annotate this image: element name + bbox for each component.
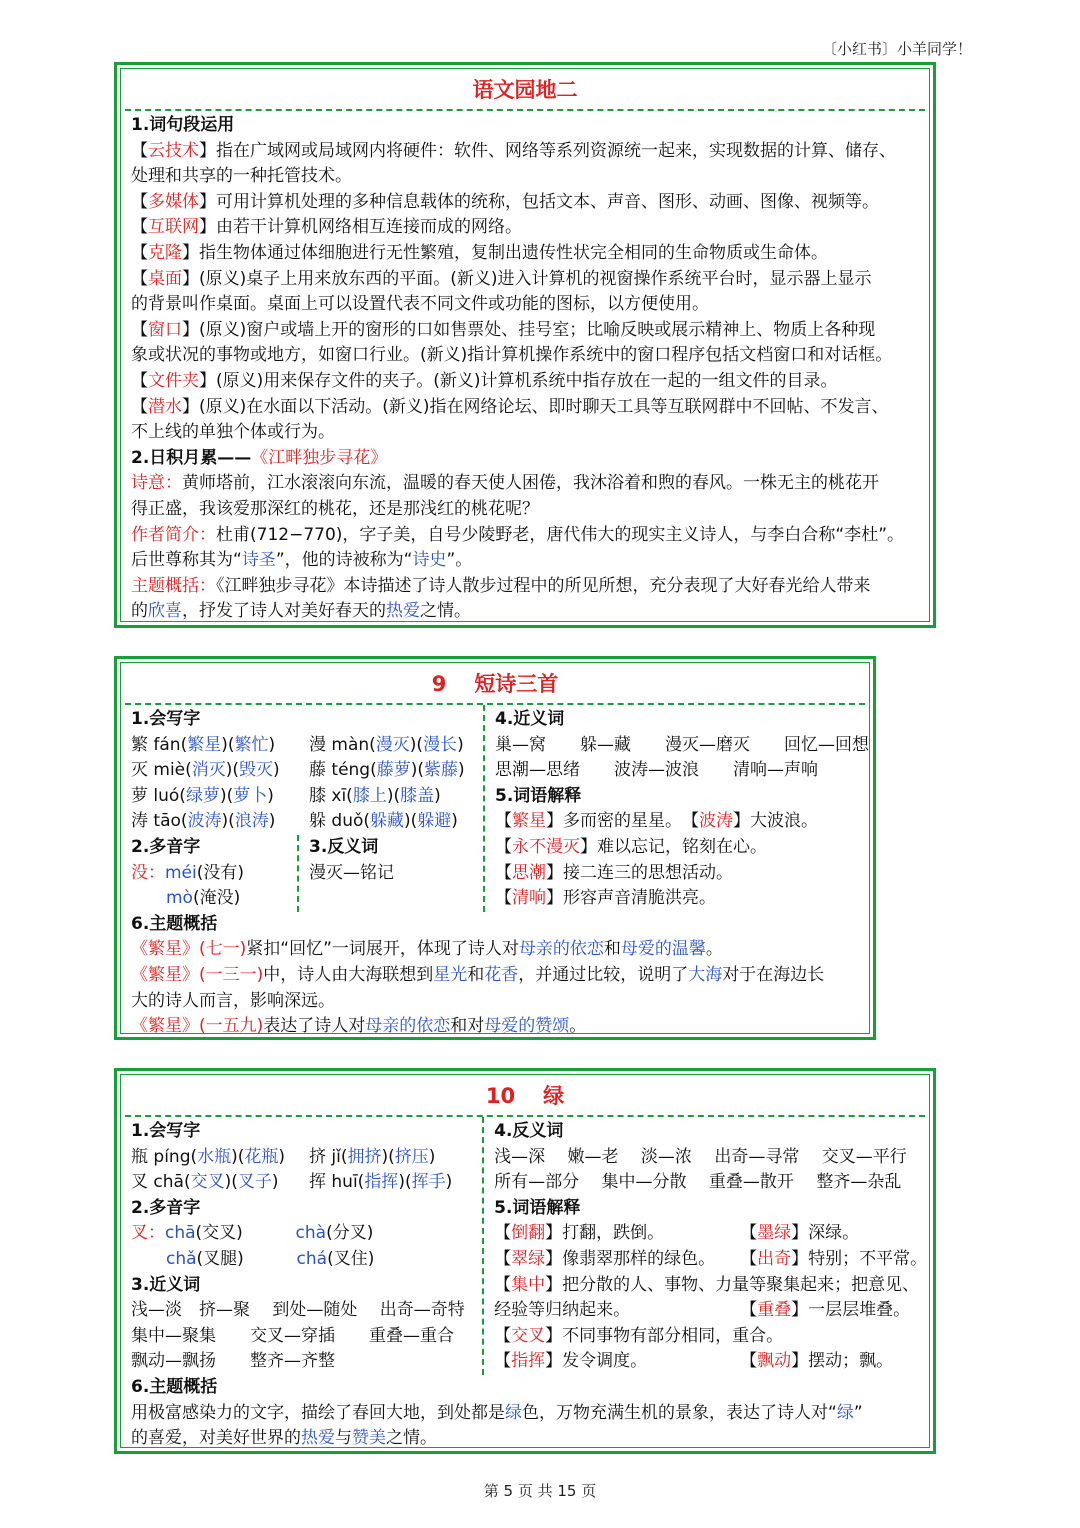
- char-pinyin: ): [457, 734, 464, 755]
- section-yuwen-yuandi: [114, 62, 936, 628]
- text: 的喜爱，对美好世界的: [131, 1428, 301, 1449]
- word: 挥手: [411, 1172, 446, 1193]
- vocab-line: [131, 164, 921, 190]
- vocab-text: 【: [131, 268, 148, 289]
- vocab-term: 云技术: [148, 140, 199, 161]
- subheading: 3.反义词: [309, 836, 379, 857]
- word: (分叉): [326, 1223, 374, 1244]
- word: 繁星: [187, 734, 222, 755]
- term: 思潮: [512, 862, 546, 883]
- word: 膝上: [352, 785, 387, 806]
- text: 之情。: [420, 601, 471, 622]
- antonym: 漫灭—铭记: [309, 862, 394, 883]
- pinyin: mò: [166, 888, 193, 909]
- char-pinyin: )(: [409, 734, 424, 755]
- word: 漫灭: [375, 734, 410, 755]
- keyword: 大海: [688, 964, 723, 985]
- vocab-line: [131, 369, 921, 395]
- vocab-text: 】(原义)桌子上用来放东西的平面。(新义)进入计算机的视窗操作系统平台时，显示器上显示: [182, 268, 872, 289]
- char-pinyin: 挤 jǐ(: [309, 1146, 348, 1167]
- text: ”: [853, 1402, 863, 1423]
- section-title: 语文园地二: [125, 69, 925, 111]
- word: 萝卜: [233, 785, 268, 806]
- word: (交叉): [195, 1223, 243, 1244]
- char-pinyin: )(: [410, 760, 424, 781]
- keyword: 花香: [484, 964, 519, 985]
- word: 藤萝: [376, 760, 411, 781]
- poem-title: 《江畔独步寻花》: [251, 447, 388, 468]
- subheading: 2.日积月累——: [131, 447, 252, 468]
- term: 重叠: [757, 1300, 792, 1321]
- word: 挤压: [394, 1146, 429, 1167]
- vocab-line: [131, 318, 921, 344]
- vocab-text: 【: [131, 140, 148, 161]
- vocab-text: 】(原义)窗户或墙上开的窗形的口如售票处、挂号室；比喻反映或展示精神上、物质上各种现: [182, 319, 876, 340]
- antonyms: 所有—部分 集中—分散 重叠—散开 整齐—杂乱: [494, 1172, 902, 1193]
- term: 清响: [512, 888, 546, 909]
- vocab-text: 】指在广域网或局域网内将硬件：软件、网络等系列资源统一起来，实现数据的计算、储存、: [199, 140, 896, 161]
- term: 飘动: [757, 1351, 792, 1372]
- char-pinyin: ): [278, 1146, 286, 1167]
- term: 集中: [511, 1274, 546, 1295]
- word: (叉住): [327, 1248, 375, 1269]
- section-title: 短诗三首: [474, 672, 559, 696]
- vocab-line: [131, 139, 921, 165]
- word: 毁灭: [239, 760, 274, 781]
- char-row: [131, 758, 483, 784]
- char-row: [131, 733, 483, 759]
- synonyms: 浅—淡 挤—聚 到处—随处 出奇—奇特: [131, 1300, 465, 1321]
- subheading: 2.多音字: [131, 1197, 201, 1218]
- vocab-term: 潜水: [148, 396, 182, 417]
- char-pinyin: 膝 xī(: [309, 785, 353, 806]
- definition: 】形容声音清脆洪亮。: [546, 888, 716, 909]
- char-pinyin: 漫 màn(: [309, 734, 376, 755]
- char-pinyin: ): [445, 1172, 453, 1193]
- text: 紧扣“回忆”一词展开，体现了诗人对: [246, 939, 519, 960]
- vocab-text: 】(原义)用来保存文件的夹子。(新义)计算机系统中指存放在一起的一组文件的目录。: [199, 370, 838, 391]
- subheading: 4.近义词: [495, 709, 565, 729]
- subheading: 5.词语解释: [494, 1197, 581, 1218]
- vocab-line: [131, 190, 921, 216]
- keyword: 母亲的依恋: [365, 1016, 451, 1037]
- vocab-line: [131, 241, 921, 267]
- section-title: 绿: [543, 1084, 565, 1108]
- keyword: 诗史: [412, 550, 447, 571]
- subheading: 5.词语解释: [495, 785, 582, 806]
- keyword: 母爱的赞颂: [484, 1016, 570, 1037]
- word: 紫藤: [424, 760, 458, 781]
- text: 用极富感染力的文字，描绘了春回大地，到处都是: [131, 1402, 505, 1423]
- char-pinyin: ): [428, 1146, 436, 1167]
- subheading: 2.多音字: [131, 836, 201, 857]
- pinyin: chà: [295, 1223, 327, 1244]
- definition: 】摆动；飘。: [791, 1351, 894, 1372]
- label: 诗意：: [131, 473, 182, 494]
- vocab-text: 】由若干计算机网络相互连接而成的网络。: [199, 217, 522, 238]
- term: 出奇: [757, 1248, 792, 1269]
- char-pinyin: ): [451, 811, 458, 832]
- definition: 】大波浪。: [733, 811, 818, 832]
- vocab-term: 多媒体: [148, 191, 199, 212]
- text: ，抒发了诗人对美好春天的: [182, 601, 386, 622]
- vocab-line: [131, 420, 921, 446]
- word: 指挥: [364, 1172, 399, 1193]
- term: 翠绿: [511, 1248, 546, 1269]
- word: 浪涛: [234, 811, 269, 832]
- word: 躲避: [417, 811, 452, 832]
- subheading: 1.词句段运用: [131, 115, 235, 135]
- char-pinyin: )(: [225, 760, 240, 781]
- synonyms: 集中—聚集 交叉—穿插 重叠—重合: [131, 1325, 454, 1346]
- char-pinyin: )(: [221, 811, 235, 832]
- vocab-text: 】可用计算机处理的多种信息载体的统称，包括文本、声音、图形、动画、图像、视频等。: [199, 191, 879, 212]
- term: 倒翻: [511, 1223, 546, 1244]
- text: 杜甫(712−770)，字子美，自号少陵野老，唐代伟大的现实主义诗人，与李白合称“李杜”。: [216, 524, 905, 545]
- word: 繁忙: [234, 734, 269, 755]
- vocab-text: 处理和共享的一种托管技术。: [131, 166, 352, 187]
- vocab-text: 不上线的单独个体或行为。: [131, 422, 335, 443]
- poem-ref: 《繁星》(七一): [131, 939, 247, 960]
- synonyms: 飘动—飘扬 整齐—齐整: [131, 1351, 335, 1372]
- definition: 】发令调度。: [545, 1351, 648, 1372]
- term: 交叉: [511, 1325, 546, 1346]
- definition: 】接二连三的思想活动。: [546, 862, 733, 883]
- definition: 】一层层堆叠。: [791, 1300, 911, 1321]
- definition: 】不同事物有部分相同，重合。: [545, 1325, 784, 1346]
- keyword: 赞美: [352, 1428, 386, 1449]
- text: 中，诗人由大海联想到: [263, 964, 434, 985]
- char-row: [131, 809, 483, 835]
- text: 黄师塔前，江水滚滚向东流，温暖的春天使人困倦，我沐浴着和煦的春风。一株无主的桃花开: [182, 473, 879, 494]
- keyword: 母亲的依恋: [518, 939, 604, 960]
- text: 。: [705, 939, 723, 960]
- lesson-number: 10: [485, 1084, 516, 1108]
- vocab-text: 【: [131, 217, 148, 238]
- char-pinyin: 瓶 píng(: [131, 1146, 198, 1167]
- text: 后世尊称其为“: [131, 550, 242, 571]
- char-pinyin: 灭 miè(: [131, 760, 192, 781]
- keyword: 绿: [836, 1402, 854, 1423]
- keyword: 星光: [433, 964, 468, 985]
- vocab-line: [131, 395, 921, 421]
- text: 色，万物充满生机的景象，表达了诗人对“: [522, 1402, 837, 1423]
- label: 主题概括：: [131, 575, 216, 596]
- char-pinyin: )(: [221, 734, 235, 755]
- pinyin: chā: [165, 1223, 196, 1244]
- page-footer: 第 5 页 共 15 页: [483, 1482, 597, 1500]
- char-row: [131, 1170, 482, 1196]
- text: 大的诗人而言，影响深远。: [131, 990, 335, 1011]
- poem-ref: 《繁星》(一五九): [131, 1016, 264, 1037]
- text: 之情。: [386, 1428, 437, 1449]
- definition: 】多而密的星星。: [546, 811, 674, 832]
- section-lv: 10 绿 1.会写字 瓶 píng(水瓶)(花瓶) 挤 jǐ(拥挤)(挤压) 叉 chā(交叉)(叉子) 挥 huī(指挥)(挥手) 2.多音字 叉：chā(交叉) chà(分叉) chǎ(叉腿) chá(叉住) 3.近义词 浅—淡 挤—聚 到处—随处 出奇—奇特 集中—聚集 交叉—穿插 重叠—重合 飘动—飘扬 整齐—齐整 4.反义词 浅—深 嫩—老 淡—浓 出奇—寻常 交叉—平行 所有—部分 集中—分散 重叠—散开 整齐—杂乱 5.词语解释 【倒翻】打翻，跌倒。 【墨绿】深绿。 【翠绿】像翡翠那样的绿色。 【出奇】特别；不平常。 【集中】把分散的人、事物、力量等聚集起来；把意见、 经验等归纳起来。 【重叠】一层层堆叠。 【交叉】不同事物有部分相同，重合。 【指挥】发令调度。 【飘动】摆动；飘。 6.主题概括 用极富感染力的文字，描绘了春回大地，到处都是绿色，万物充满生机的景象，表达了诗人对“绿” 的喜爱，对美好世界的热爱与赞美之情。: [114, 1068, 936, 1454]
- text: 得正盛，我该爱那深红的桃花，还是那浅红的桃花呢？: [131, 498, 539, 519]
- word: 消灭: [191, 760, 226, 781]
- keyword: 绿: [505, 1402, 522, 1423]
- lesson-number: 9: [431, 672, 447, 696]
- char-pinyin: 繁 fán(: [131, 734, 188, 755]
- text: 对于在海边长: [722, 964, 825, 985]
- vocab-term: 桌面: [148, 268, 182, 289]
- word: 花瓶: [244, 1146, 279, 1167]
- char-pinyin: 躲 duǒ(: [309, 811, 371, 832]
- vocab-line: [131, 292, 921, 318]
- poem-ref: 《繁星》(一三一): [131, 964, 264, 985]
- definition: 】打翻，跌倒。: [545, 1223, 665, 1244]
- term: 墨绿: [757, 1223, 792, 1244]
- vocab-text: 【: [131, 319, 148, 340]
- char-pinyin: 挥 huī(: [309, 1172, 365, 1193]
- vocab-text: 】(原义)在水面以下活动。(新义)指在网络论坛、即时聊天工具等互联网群中不回帖、不发言、: [182, 396, 889, 417]
- pinyin: chǎ: [166, 1248, 197, 1269]
- char-pinyin: )(: [386, 785, 401, 806]
- poly-char: 叉：: [131, 1223, 165, 1244]
- vocab-term: 窗口: [148, 319, 182, 340]
- definition: 】难以忘记，铭刻在心。: [580, 836, 767, 857]
- vocab-text: 【: [131, 370, 148, 391]
- vocab-term: 文件夹: [148, 370, 199, 391]
- word: 膝盖: [400, 785, 435, 806]
- word: (叉腿): [196, 1248, 244, 1269]
- poly-char: 没：: [131, 862, 165, 883]
- text: ”，他的诗被称为“: [275, 550, 413, 571]
- subheading: 6.主题概括: [131, 913, 218, 934]
- char-pinyin: )(: [224, 1172, 238, 1193]
- section-duanshi-sanshou: 9 短诗三首 1.会写字 繁 fán(繁星)(繁忙) 漫 màn(漫灭)(漫长) 灭 miè(消灭)(毁灭) 藤 téng(藤萝)(紫藤) 萝 luó(绿萝)(萝卜) 膝 xī(膝上)(膝盖) 涛 tāo(波涛)(浪涛) 躲 duǒ(躲藏)(躲避) 2.多音字 没：méi(没有) mò(淹没) 3.反义词 漫灭—铭记 4.近义词 巢—窝 躲—藏 漫灭—磨灭 回忆—回想 思潮—思绪 波涛—波浪 清响—声响 5.词语解释 【繁星】多而密的星星。 【波涛】大波浪。 【永不漫灭】难以忘记，铭刻在心。 【思潮】接二连三的思想活动。 【清响】形容声音清脆洪亮。 6.主题概括 《繁星》(七一)紧扣“回忆”一词展开，体现了诗人对母亲的依恋和母爱的温馨。 《繁星》(一三一)中，诗人由大海联想到星光和花香，并通过比较，说明了大海对于在海边长 大的诗人而言，影响深远。 《繁星》(一五九)表达了诗人对母亲的依恋和对母爱的赞颂。: [114, 656, 876, 1040]
- vocab-line: [131, 215, 921, 241]
- term: 波涛: [699, 811, 733, 832]
- definition: 】深绿。: [791, 1223, 860, 1244]
- char-row: [131, 1145, 482, 1171]
- pinyin: méi: [165, 862, 197, 883]
- word: 绿萝: [185, 785, 220, 806]
- text: 和: [467, 964, 485, 985]
- label: 作者简介：: [131, 524, 216, 545]
- keyword: 热爱: [301, 1428, 335, 1449]
- vocab-term: 克隆: [148, 242, 182, 263]
- keyword: 热爱: [386, 601, 420, 622]
- text: ”。: [446, 550, 473, 571]
- keyword: 诗圣: [241, 550, 276, 571]
- word: 躲藏: [370, 811, 405, 832]
- char-pinyin: ): [268, 734, 276, 755]
- page-header: 〔小红书〕小羊同学！: [821, 40, 972, 58]
- definition: 】特别；不平常。: [791, 1248, 928, 1269]
- keyword: 欣喜: [148, 601, 182, 622]
- term: 指挥: [511, 1351, 546, 1372]
- char-pinyin: 涛 tāo(: [131, 811, 188, 832]
- text: 与: [335, 1428, 352, 1449]
- vocab-text: 】指生物体通过体细胞进行无性繁殖，复制出遗传性状完全相同的生命物质或生命体。: [182, 242, 828, 263]
- text: 和对: [450, 1016, 485, 1037]
- char-pinyin: ): [458, 760, 465, 781]
- text: ，并通过比较，说明了: [518, 964, 689, 985]
- text: 《江畔独步寻花》本诗描述了诗人散步过程中的所见所想，充分表现了大好春光给人带来: [216, 575, 871, 596]
- char-pinyin: ): [267, 785, 274, 806]
- char-pinyin: )(: [231, 1146, 245, 1167]
- text: 和: [603, 939, 621, 960]
- char-pinyin: )(: [219, 785, 234, 806]
- vocab-text: 【: [131, 242, 148, 263]
- vocab-text: 【: [131, 191, 148, 212]
- char-pinyin: )(: [404, 811, 418, 832]
- synonyms: 思潮—思绪 波涛—波浪 清响—声响: [495, 760, 818, 781]
- word: 水瓶: [197, 1146, 232, 1167]
- definition: 】像翡翠那样的绿色。: [545, 1248, 716, 1269]
- vocab-text: 的背景叫作桌面。桌面上可以设置代表不同文件或功能的图标，以方便使用。: [131, 294, 709, 315]
- vocab-text: 象或状况的事物或地方，如窗口行业。(新义)指计算机操作系统中的窗口程序包括文档窗口和对话框。: [131, 345, 893, 366]
- char-pinyin: )(: [398, 1172, 412, 1193]
- word: (没有): [196, 862, 245, 883]
- subheading: 4.反义词: [494, 1121, 564, 1141]
- antonyms: 浅—深 嫩—老 淡—浓 出奇—寻常 交叉—平行: [494, 1146, 907, 1167]
- char-pinyin: 叉 chā(: [131, 1172, 191, 1193]
- keyword: 母爱的温馨: [620, 939, 706, 960]
- text: 表达了诗人对: [263, 1016, 366, 1037]
- char-pinyin: ): [268, 811, 276, 832]
- word: 拥挤: [347, 1146, 382, 1167]
- vocab-term: 互联网: [148, 217, 199, 238]
- subheading: 1.会写字: [131, 1121, 201, 1141]
- pinyin: chá: [296, 1248, 328, 1269]
- term: 繁星: [512, 811, 546, 832]
- word: 波涛: [187, 811, 222, 832]
- subheading: 6.主题概括: [131, 1376, 218, 1397]
- char-pinyin: 藤 téng(: [309, 760, 377, 781]
- definition: 】把分散的人、事物、力量等聚集起来；把意见、: [545, 1274, 920, 1295]
- char-pinyin: ): [434, 785, 441, 806]
- word: 交叉: [190, 1172, 225, 1193]
- vocab-line: [131, 267, 921, 293]
- char-pinyin: )(: [381, 1146, 395, 1167]
- vocab-text: 【: [131, 396, 148, 417]
- char-row: [131, 784, 483, 810]
- char-pinyin: ): [273, 760, 280, 781]
- text: 。: [569, 1016, 587, 1037]
- term: 永不漫灭: [512, 836, 580, 857]
- word: 漫长: [423, 734, 458, 755]
- subheading: 1.会写字: [131, 709, 201, 729]
- synonyms: 巢—窝 躲—藏 漫灭—磨灭 回忆—回想: [495, 734, 869, 755]
- word: 叉子: [237, 1172, 272, 1193]
- text: 的: [131, 601, 148, 622]
- vocab-line: [131, 343, 921, 369]
- char-pinyin: ): [271, 1172, 279, 1193]
- subheading: 3.近义词: [131, 1274, 201, 1295]
- word: (淹没): [192, 888, 241, 909]
- definition: 经验等归纳起来。: [494, 1300, 631, 1321]
- char-pinyin: 萝 luó(: [131, 785, 186, 806]
